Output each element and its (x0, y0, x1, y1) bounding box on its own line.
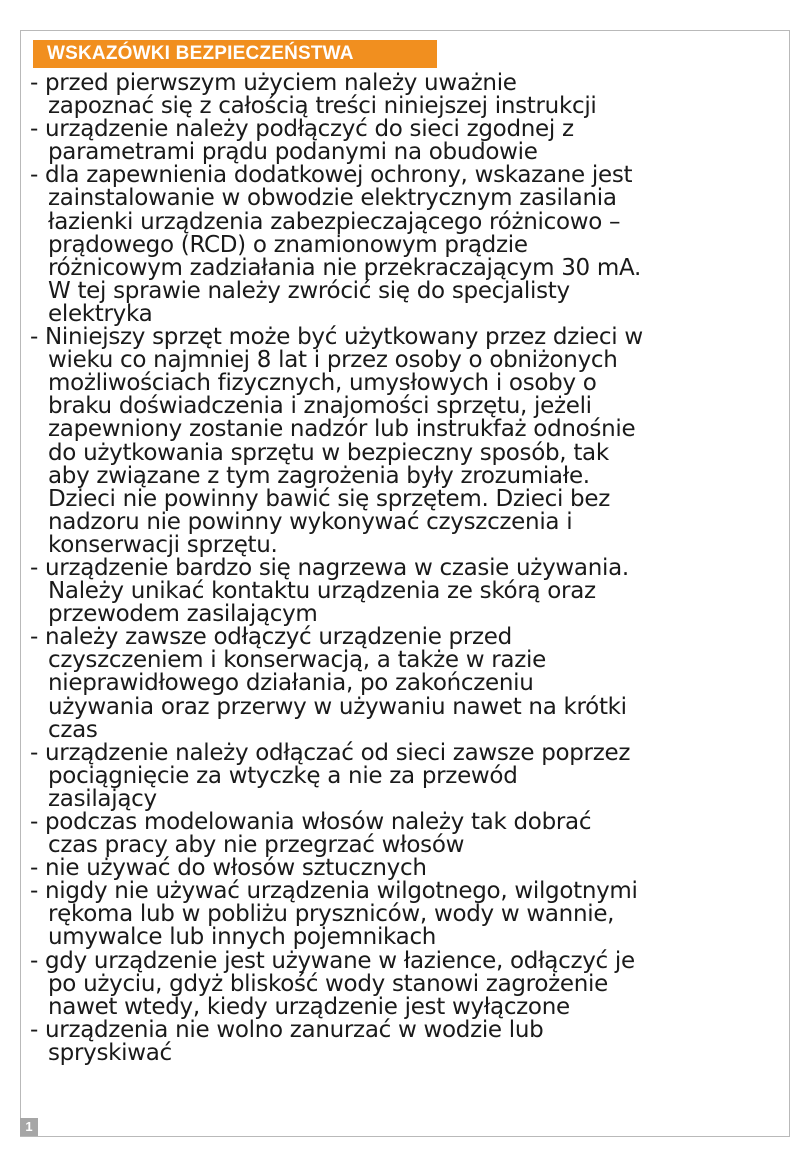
text-line: - Niniejszy sprzęt może być użytkowany przez dzieci w (30, 324, 643, 351)
text-line: po użyciu, gdyż bliskość wody stanowi zagrożenie (48, 970, 608, 997)
safety-instructions (30, 72, 785, 1065)
text-line: - urządzenia nie wolno zanurzać w wodzie lub (30, 1016, 544, 1043)
text-line: - należy zawsze odłączyć urządzenie przed (30, 624, 512, 651)
text-line: - nie używać do włosów sztucznych (30, 855, 427, 882)
text-line: elektryka (48, 300, 153, 327)
text-line: - urządzenie należy podłączyć do sieci zgodnej z (30, 116, 574, 143)
text-line: zainstalowanie w obwodzie elektrycznym zasilania (48, 185, 617, 212)
text-line: - przed pierwszym użyciem należy uważnie (30, 70, 517, 96)
text-line: używania oraz przerwy w używaniu nawet na krótki (48, 693, 627, 720)
text-line: do użytkowania sprzętu w bezpieczny sposób, tak (48, 439, 609, 466)
text-line: spryskiwać (48, 1039, 172, 1066)
text-line: prądowego (RCD) o znamionowym prądzie (48, 231, 528, 258)
text-line: Dzieci nie powinny bawić się sprzętem. Dzieci bez (48, 485, 610, 512)
text-line: zasilający (48, 785, 157, 812)
text-line: pociągnięcie za wtyczkę a nie za przewód (48, 762, 518, 789)
text-line: różnicowym zadziałania nie przekraczającym 30 mA. (48, 254, 642, 281)
text-line: zapoznać się z całością treści niniejszej instrukcji (48, 93, 597, 120)
text-line: aby związane z tym zagrożenia były zrozumiałe. (48, 462, 590, 489)
text-line: czas pracy aby nie przegrzać włosów (48, 832, 465, 859)
text-line: - gdy urządzenie jest używane w łazience, odłączyć je (30, 947, 635, 974)
text-line: - urządzenie należy odłączać od sieci zawsze poprzez (30, 739, 631, 766)
text-line: parametrami prądu podanymi na obudowie (48, 139, 538, 166)
text-line: - nigdy nie używać urządzenia wilgotnego, wilgotnymi (30, 878, 638, 905)
text-line: - dla zapewnienia dodatkowej ochrony, wskazane jest (30, 162, 633, 189)
text-line: wieku co najmniej 8 lat i przez osoby o obniżonych (48, 347, 618, 374)
page-number-badge: 1 (20, 1118, 38, 1136)
text-line: rękoma lub w pobliżu pryszniców, wody w wannie, (48, 901, 615, 928)
text-line: nieprawidłowego działania, po zakończeniu (48, 670, 534, 697)
text-line: - podczas modelowania włosów należy tak dobrać (30, 809, 592, 835)
text-line: czyszczeniem i konserwacją, a także w razie (48, 647, 546, 674)
text-line: - urządzenie bardzo się nagrzewa w czasie używania. (30, 554, 629, 581)
text-line: czas (48, 716, 98, 743)
text-line: możliwościach fizycznych, umysłowych i osoby o (48, 370, 597, 397)
text-line: konserwacji sprzętu. (48, 531, 278, 558)
text-line: łazienki urządzenia zabezpieczającego różnicowo – (48, 208, 621, 235)
text-line: nadzoru nie powinny wykonywać czyszczenia i (48, 508, 573, 535)
text-line: zapewniony zostanie nadzór lub instrukfaż odnośnie (48, 416, 636, 443)
text-line: braku doświadczenia i znajomości sprzętu, jeżeli (48, 393, 592, 420)
text-line: umywalce lub innych pojemnikach (48, 924, 437, 951)
text-line: nawet wtedy, kiedy urządzenie jest wyłączone (48, 993, 570, 1020)
text-line: Należy unikać kontaktu urządzenia ze skórą oraz (48, 578, 596, 605)
text-line: przewodem zasilającym (48, 601, 318, 628)
text-line: W tej sprawie należy zwrócić się do specjalisty (48, 277, 570, 304)
section-title: WSKAZÓWKI BEZPIECZEŃSTWA (33, 40, 437, 68)
